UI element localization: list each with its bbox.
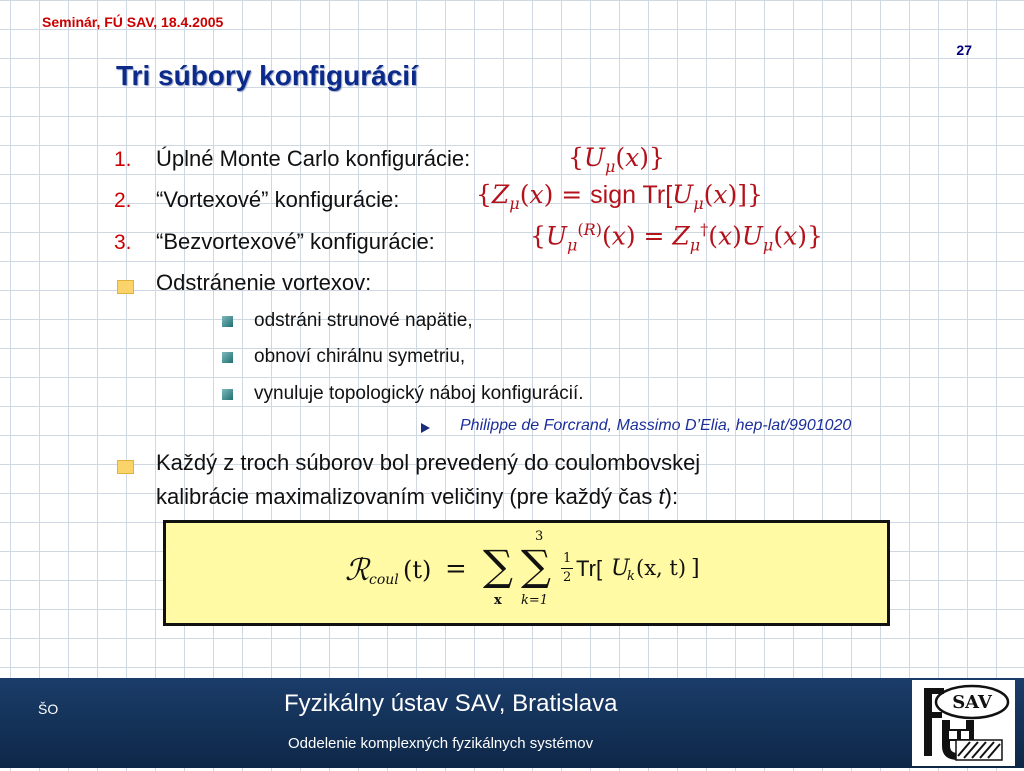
department-name: Oddelenie komplexných fyzikálnych systémov: [288, 735, 594, 752]
item-1-number: 1.: [114, 148, 132, 171]
author-initials: ŠO: [38, 701, 59, 717]
formula-lhs-sub: coul: [369, 572, 399, 588]
sum1-lower: x: [494, 593, 502, 608]
formula-operator-sub: k: [627, 569, 635, 584]
bullet-square-icon: [117, 280, 134, 294]
gauge-text-prefix: kalibrácie maximalizovaním veličiny (pre každý čas: [156, 484, 659, 509]
reference-citation: Philippe de Forcrand, Massimo D’Elia, hep-lat/9901020: [460, 417, 852, 434]
item-3-formula: $\{U_\mu^{(R)}(x) = Z_\mu^\dagger(x)U_\mu(x)\}$: [530, 220, 823, 255]
bullet-square-icon: [117, 460, 134, 474]
item-1-text: Úplné Monte Carlo konfigurácie:: [156, 146, 471, 171]
vortex-point-2: obnoví chirálnu symetriu,: [254, 346, 466, 367]
bullet-square-icon: [222, 316, 233, 327]
seminar-header: Seminár, FÚ SAV, 18.4.2005: [42, 14, 224, 30]
sum-symbol-x: ∑: [483, 541, 513, 590]
formula-operator-args: (x, t): [636, 556, 687, 580]
item-2-text: “Vortexové” konfigurácie:: [156, 187, 400, 212]
sum2-lower: k=1: [521, 593, 549, 608]
formula-lhs-symbol: ℛ: [345, 553, 369, 588]
institute-name: Fyzikálny ústav SAV, Bratislava: [284, 690, 618, 717]
sum-symbol-k: ∑: [521, 541, 551, 590]
gauge-time-variable: t: [658, 484, 665, 509]
formula-lhs-arg: (t): [403, 556, 432, 584]
vortex-point-3: vynuluje topologický náboj konfigurácií.: [254, 383, 584, 404]
bullet-square-icon: [222, 352, 233, 363]
gauge-text-line-2: [156, 484, 678, 510]
formula-equals: =: [445, 554, 467, 584]
gauge-text-line-1: Každý z troch súborov bol prevedený do coulombovskej: [156, 450, 701, 475]
coulomb-functional-formula: [345, 529, 715, 613]
bullet-square-icon: [222, 389, 233, 400]
vortex-removal-heading: Odstránenie vortexov:: [156, 270, 372, 295]
sum2-upper: 3: [535, 529, 544, 544]
logo-text: SAV: [952, 692, 992, 713]
item-3-text: “Bezvortexové” konfigurácie:: [156, 229, 435, 254]
gauge-text-suffix: ):: [664, 484, 679, 509]
formula-close: ]: [691, 556, 700, 581]
fraction-numerator: 1: [563, 551, 572, 566]
sav-logo: [912, 680, 1015, 766]
fraction-denominator: 2: [563, 570, 572, 585]
item-3-number: 3.: [114, 231, 132, 254]
slide-number: 27: [956, 42, 972, 58]
item-2-number: 2.: [114, 189, 132, 212]
slide-title: Tri súbory konfigurácií: [116, 60, 418, 91]
vortex-point-1: odstráni strunové napätie,: [254, 310, 473, 331]
formula-trace: Tr[: [576, 556, 603, 581]
fraction-bar: [561, 568, 573, 569]
item-2-formula: {$Z_\mu(x)$ = sign $Tr[U_\mu(x)]$}: [476, 180, 763, 213]
arrow-bullet-icon: [421, 423, 430, 433]
fu-sav-logo-icon: [912, 680, 1015, 766]
formula-operator: U: [611, 556, 630, 581]
item-1-formula: $\{U_\mu(x)\}$: [568, 143, 665, 176]
